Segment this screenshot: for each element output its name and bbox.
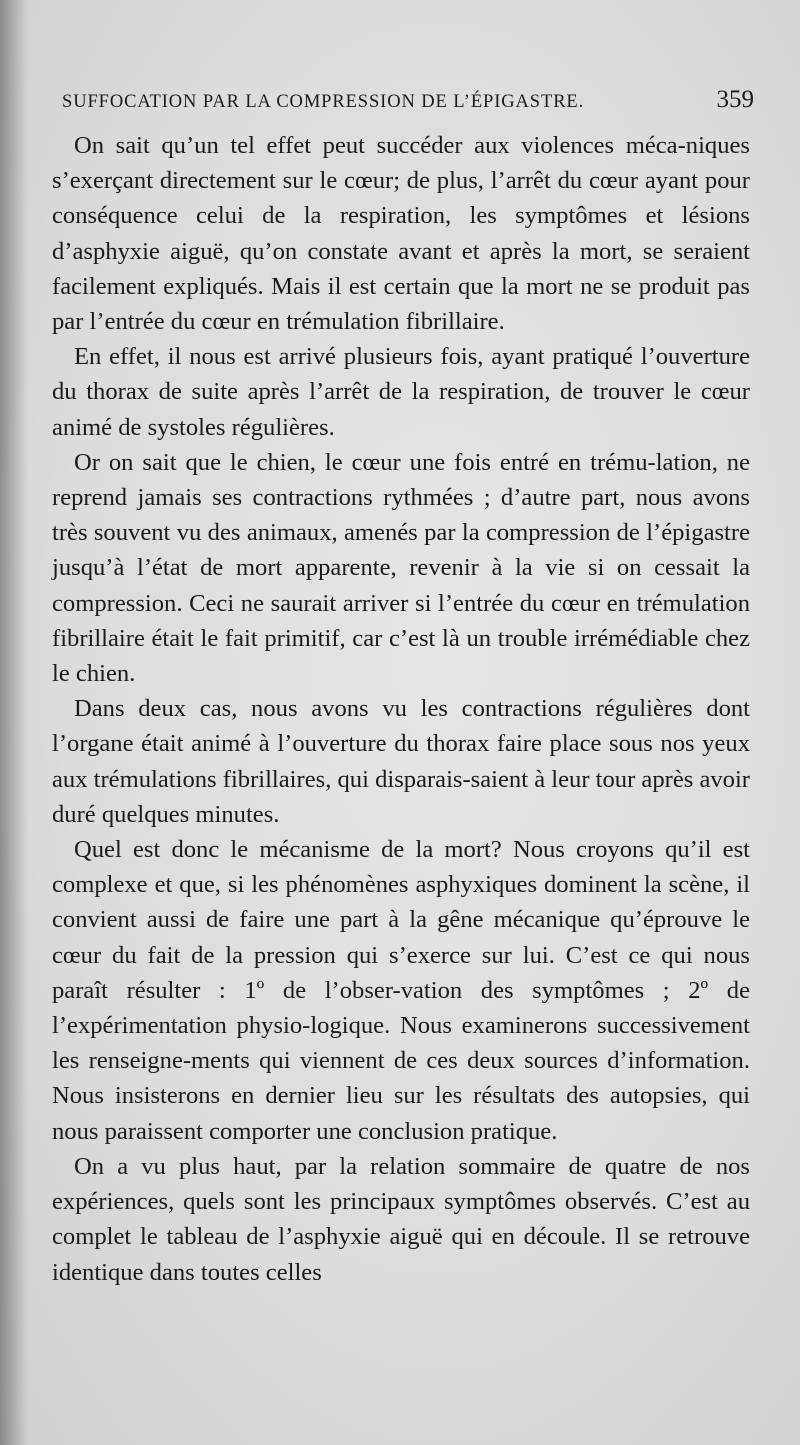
paragraph: En effet, il nous est arrivé plusieurs fois, ayant pratiqué l’ouverture du thorax de suite après l’arrêt de la respiration, de trouver le cœur animé de systoles régulières.	[52, 343, 750, 441]
body-text	[52, 128, 750, 1290]
paragraph: On a vu plus haut, par la relation sommaire de quatre de nos expériences, quels sont les principaux symptômes observés. C’est au complet le tableau de l’asphyxie aiguë qui en découle. Il se retrouve identique dans toutes celles	[52, 1152, 750, 1286]
page-number: 359	[716, 86, 754, 113]
binding-shadow	[0, 0, 28, 1445]
running-title: SUFFOCATION PAR LA COMPRESSION DE L’ÉPIGASTRE.	[62, 92, 585, 112]
paragraph: Dans deux cas, nous avons vu les contractions régulières dont l’organe était animé à l’ouverture du thorax faire place sous nos yeux aux trémulations fibrillaires, qui disparais-saient à leur tour après avoir duré quelques minutes.	[52, 695, 750, 828]
paragraph: Quel est donc le mécanisme de la mort? Nous croyons qu’il est complexe et que, si les phénomènes asphyxiques dominent la scène, il convient aussi de faire une part à la gêne mécanique qu’éprouve le cœur du fait de la pression qui s’exerce sur lui. C’est ce qui nous paraît résulter : 1º de l’obser-vation des symptômes ; 2º de l’expérimentation physio-logique. Nous examinerons successivement les renseigne-ments qui viennent de ces deux sources d’information. Nous insisterons en dernier lieu sur les résultats des autopsies, qui nous paraissent comporter une conclusion pratique.	[52, 836, 750, 1145]
paragraph: On sait qu’un tel effet peut succéder aux violences méca-niques s’exerçant directement sur le cœur; de plus, l’arrêt du cœur ayant pour conséquence celui de la respiration, les symptômes et lésions d’asphyxie aiguë, qu’on constate avant et après la mort, se seraient facilement expliqués. Mais il est certain que la mort ne se produit pas par l’entrée du cœur en trémulation fibrillaire.	[52, 132, 750, 336]
paragraph: Or on sait que le chien, le cœur une fois entré en trému-lation, ne reprend jamais ses contractions rythmées ; d’autre part, nous avons très souvent vu des animaux, amenés par la compression de l’épigastre jusqu’à l’état de mort apparente, revenir à la vie si on cessait la compression. Ceci ne saurait arriver si l’entrée du cœur en trémulation fibrillaire était le fait primitif, car c’est là un trouble irrémédiable chez le chien.	[52, 448, 750, 688]
page-header	[62, 86, 754, 122]
